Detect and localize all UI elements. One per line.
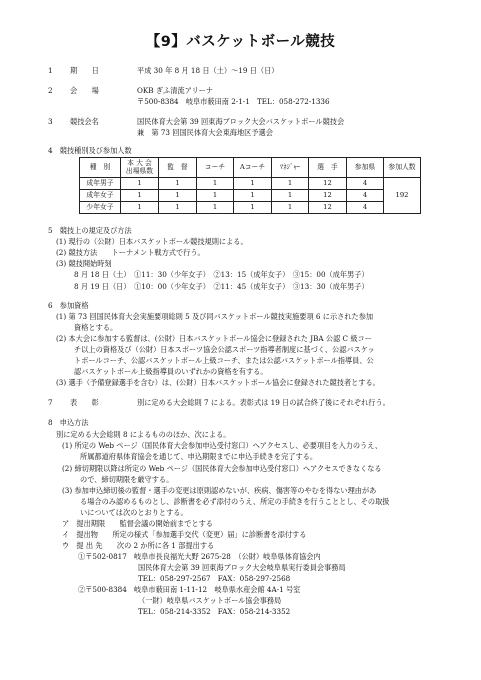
table-cell: 1 xyxy=(121,190,159,202)
application-line: 所属都道府県体育協会を通じて、申込期限までに申込手続きを完了する。 xyxy=(80,452,318,461)
table-row xyxy=(80,178,421,190)
address-line: （一財）岐阜県バスケットボール協会事務局 xyxy=(138,596,282,605)
section-4-heading: 4 競技種別及び参加人数 xyxy=(48,146,132,155)
table-cell: 1 xyxy=(234,202,272,214)
table-cell: 1 xyxy=(159,202,197,214)
address-line: 国民体育大会第 39 回東海ブロック大会岐阜県実行委員会事務局 xyxy=(138,563,346,572)
table-cell: 1 xyxy=(159,190,197,202)
table-cell: 12 xyxy=(309,178,347,190)
rule-line: (1) 現行の（公財）日本バスケットボール競技規則による。 xyxy=(56,237,248,246)
eligibility-line: (3) 選手（予備登録選手を含む）は、(公財）日本バスケットボール協会に登録された競技者とする。 xyxy=(56,378,380,387)
table-cell: 4 xyxy=(347,178,384,190)
table-cell: 1 xyxy=(197,202,234,214)
destination-line: ウ 提 出 先 次の 2 か所に各 1 部提出する xyxy=(62,541,215,550)
award-label: 表 彰 xyxy=(70,398,99,407)
eligibility-line: 資格とする。 xyxy=(74,323,118,332)
section-5-heading: 5 競技上の規定及び方法 xyxy=(48,226,132,235)
section-number: 2 xyxy=(48,86,53,95)
section-number: 1 xyxy=(48,66,53,75)
header-cell: 参加県 xyxy=(347,158,384,178)
table-cell: 4 xyxy=(347,190,384,202)
application-intro: 別に定める大会総則 8 によるもののほか、次による。 xyxy=(56,430,231,439)
table-cell: 1 xyxy=(197,190,234,202)
table-cell: 12 xyxy=(309,202,347,214)
table-row xyxy=(80,202,421,214)
header-cell: 監 督 xyxy=(159,158,197,178)
rule-line: (2) 競技方法 トーナメント戦方式で行う。 xyxy=(56,248,205,257)
event-name: 国民体育大会第 39 回東海ブロック大会バスケットボール競技会 xyxy=(137,117,345,126)
application-line: る場合のみ認めるものとし、診断書を必ず添付のうえ、所定の手続きを行うこととし、その取扱 xyxy=(80,497,390,506)
table-cell: 少年女子 xyxy=(80,202,121,214)
table-cell: 1 xyxy=(197,178,234,190)
table-row xyxy=(80,190,421,202)
schedule-line: 8 月 18 日（土） ①11：30（少年女子） ②13：15（成年女子） ③15：00（成年男子） xyxy=(74,270,369,279)
header-cell: 参加人数 xyxy=(384,158,421,178)
date-value: 平成 30 年 8 月 18 日（土）〜19 日（日） xyxy=(137,66,279,75)
application-line: (1) 所定の Web ページ（国民体育大会参加申込受付窓口）へアクセスし、必要項目を入力のうえ、 xyxy=(62,441,383,450)
table-cell: 12 xyxy=(309,190,347,202)
address-line: ①〒502-0817 岐阜市長良福光大野 2675-28 （公財）岐阜県体育協会内 xyxy=(78,552,321,561)
header-cell: 本 大 会 出場県数 xyxy=(121,158,159,178)
header-cell: 選 手 xyxy=(309,158,347,178)
section-number: 7 xyxy=(48,398,53,407)
contact-line: TEL：058-214-3352 FAX：058-214-3352 xyxy=(138,607,291,616)
table-cell: 1 xyxy=(272,190,309,202)
rule-line: (3) 競技開始時刻 xyxy=(56,259,112,268)
application-line: いについては次のとおりとする。 xyxy=(80,508,188,517)
table-cell: 1 xyxy=(234,178,272,190)
table-cell: 成年男子 xyxy=(80,178,121,190)
section-8-heading: 8 申込方法 xyxy=(48,418,89,427)
entries-table xyxy=(79,157,421,214)
address-line: ②〒500-8384 岐阜市薮田南 1-11-12 岐阜県水産会館 4A-1 号室 xyxy=(78,585,301,594)
submission-line: イ 提出物 所定の様式「参加選手交代（変更）届」に診断書を添付する xyxy=(62,530,307,539)
eligibility-line: (2) 本大会に参加する監督は、(公財）日本バスケットボール協会に登録された JBA 公認 C 級コー xyxy=(56,334,372,343)
section-1 xyxy=(48,67,53,76)
page-title: 【9】バスケットボール競技 xyxy=(145,34,336,50)
venue-label: 会 場 xyxy=(70,86,99,95)
header-cell: コーチ xyxy=(197,158,234,178)
schedule-line: 8 月 19 日（日） ①10：00（少年女子） ②11：45（成年女子） ③13：30（成年男子） xyxy=(74,282,369,291)
table-cell: 成年女子 xyxy=(80,190,121,202)
contact-line: TEL：058-297-2567 FAX：058-297-2568 xyxy=(138,574,291,583)
header-cell: 種 別 xyxy=(80,158,121,178)
section-number: 3 xyxy=(48,117,53,126)
date-label: 期 日 xyxy=(70,66,99,75)
event-name-label: 競技会名 xyxy=(70,117,99,126)
application-line: ので、締切期限を厳守する。 xyxy=(80,475,174,484)
eligibility-line: チ以上の資格及び（公財）日本スポーツ協会公認スポーツ指導者制度に基づく、公認バスケッ xyxy=(74,345,375,354)
award-text: 別に定める大会総則 7 による。表彰式は 19 日の試合終了後にそれぞれ行う。 xyxy=(137,398,390,407)
venue-name: OKB ぎふ清流アリーナ xyxy=(137,86,214,95)
table-cell: 1 xyxy=(159,178,197,190)
table-cell: 4 xyxy=(347,202,384,214)
table-cell: 1 xyxy=(121,202,159,214)
application-line: (3) 参加申込締切後の監督・選手の変更は原則認めないが、疾病、傷害等のやむを得ない理由があ xyxy=(62,486,377,495)
table-cell: 1 xyxy=(121,178,159,190)
venue-address: 〒500-8384 岐阜市薮田南 2-1-1 TEL：058-272-1336 xyxy=(137,97,330,106)
table-header-row xyxy=(80,158,421,178)
table-cell: 1 xyxy=(272,202,309,214)
header-cell: ﾏﾈｼﾞｬｰ xyxy=(272,158,309,178)
deadline-line: ア 提出期限 監督会議の開始前までとする xyxy=(62,519,213,528)
eligibility-line: 認バスケットボール上級指導員のいずれかの資格を有する。 xyxy=(74,367,268,376)
application-line: (2) 締切期限以降は所定の Web ページ（国民体育大会参加申込受付窓口）へアクセスできなくなる xyxy=(62,464,382,473)
table-cell: 1 xyxy=(272,178,309,190)
section-6-heading: 6 参加資格 xyxy=(48,301,89,310)
header-cell: Aコーチ xyxy=(234,158,272,178)
eligibility-line: (1) 第 73 回国民体育大会実施要項総則 5 及び同バスケットボール競技実施要項 6 に示された参加 xyxy=(56,312,374,321)
table-cell: 1 xyxy=(234,190,272,202)
event-subname: 兼 第 73 回国民体育大会東海地区予選会 xyxy=(137,128,273,137)
total-participants-cell: 192 xyxy=(384,178,421,214)
eligibility-line: トボールコーチ、公認バスケットボール上級コーチ、または公認バスケットボール指導員、公 xyxy=(74,356,374,365)
